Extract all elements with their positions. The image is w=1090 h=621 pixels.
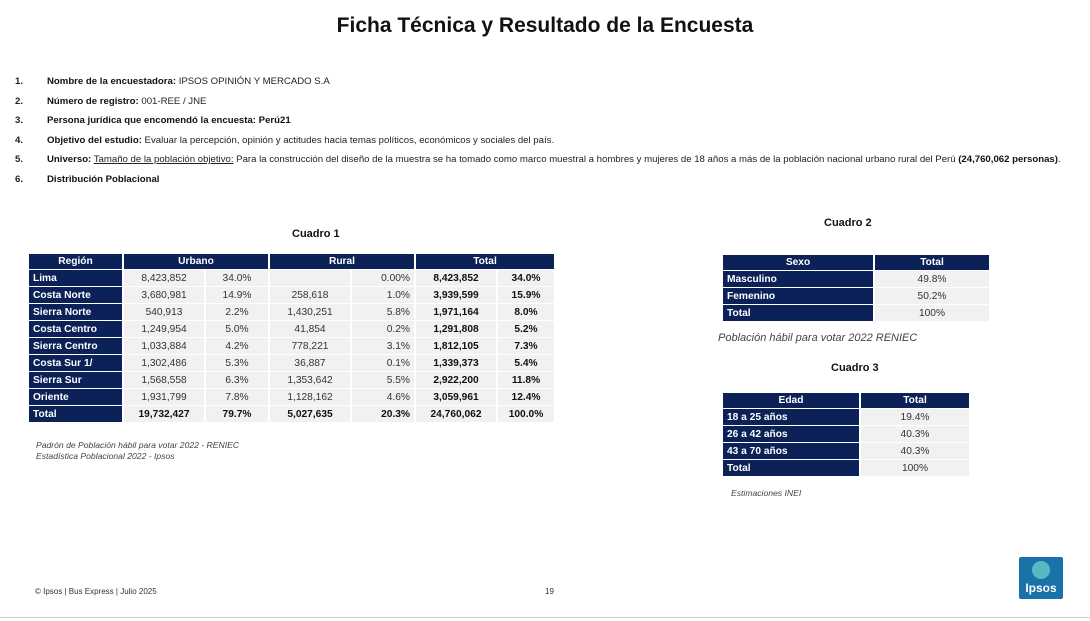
list-item-distribucion: [15, 174, 1075, 186]
cell-value: 7.8%: [206, 389, 268, 405]
list-item-encuestadora: [15, 76, 1075, 88]
item-label: Número de registro:: [47, 95, 139, 107]
page-number: 19: [545, 587, 554, 596]
row-label: Total: [29, 406, 122, 422]
item-text: IPSOS OPINIÓN Y MERCADO S.A: [176, 76, 330, 87]
cell-value: 34.0%: [498, 270, 554, 286]
footer-text: © Ipsos | Bus Express | Julio 2025: [35, 587, 157, 596]
cell-value: 1,931,799: [124, 389, 204, 405]
header-sexo: Sexo: [723, 255, 873, 270]
header-region: Región: [29, 254, 122, 269]
item-number: 6.: [15, 173, 24, 185]
cell-value: 8.0%: [498, 304, 554, 320]
row-value: 50.2%: [875, 288, 989, 304]
list-item-persona-juridica: [15, 115, 1075, 127]
item-label: Nombre de la encuestadora:: [47, 76, 177, 87]
item-text: Para la construcción del diseño de la muestra se ha tomado como marco muestral a hombres y mujeres de 18 años a más de la población nacional urbano rural del Perú: [233, 154, 959, 165]
note-line: Padrón de Población hábil para votar 2022 - RENIEC: [36, 440, 240, 450]
cuadro1-notes: [36, 440, 239, 462]
cell-value: 2.2%: [206, 304, 268, 320]
logo-bubble-icon: [1032, 561, 1050, 579]
cell-value: 540,913: [124, 304, 204, 320]
logo-text: Ipsos: [1025, 581, 1057, 595]
cell-value: 8,423,852: [416, 270, 496, 286]
note-line: Estadística Poblacional 2022 - Ipsos: [36, 451, 175, 461]
item-number: 5.: [15, 154, 24, 165]
cell-value: 8,423,852: [124, 270, 204, 286]
row-value: 49.8%: [875, 271, 989, 287]
bottom-divider: [0, 617, 1090, 618]
table-row: [29, 321, 554, 337]
cell-value: 34.0%: [206, 270, 268, 286]
list-item-registro: [15, 96, 1075, 108]
cell-value: 5.4%: [498, 355, 554, 371]
cell-value: 12.4%: [498, 389, 554, 405]
cell-value: 1,249,954: [124, 321, 204, 337]
cell-value: 1,302,486: [124, 355, 204, 371]
cell-value: 0.1%: [352, 355, 414, 371]
cuadro3-table: [721, 392, 971, 477]
cell-value: 1,430,251: [270, 304, 350, 320]
cell-value: 5,027,635: [270, 406, 350, 422]
page-title: Ficha Técnica y Resultado de la Encuesta: [336, 14, 754, 37]
row-label: Oriente: [29, 389, 122, 405]
row-label: Femenino: [723, 288, 873, 304]
cuadro2-caption: Cuadro 2: [824, 217, 872, 229]
item-text: Evaluar la percepción, opinión y actitudes hacia temas políticos, económicos y sociales del país.: [141, 134, 555, 146]
table-row: [29, 355, 554, 371]
cell-value: 14.9%: [206, 287, 268, 303]
cell-value: 41,854: [270, 321, 350, 337]
cell-value: 1,339,373: [416, 355, 496, 371]
cuadro1-body: [29, 270, 554, 422]
cell-value: 19,732,427: [124, 406, 204, 422]
cell-value: 1,353,642: [270, 372, 350, 388]
table-row: [723, 460, 969, 476]
technical-sheet-list: [15, 76, 1075, 193]
cuadro2-note: Población hábil para votar 2022 RENIEC: [718, 332, 918, 344]
row-label: Sierra Norte: [29, 304, 122, 320]
item-number: 1.: [15, 76, 24, 87]
total-row: [29, 406, 554, 422]
cell-value: 5.5%: [352, 372, 414, 388]
table-row: [29, 389, 554, 405]
cell-value: 1,568,558: [124, 372, 204, 388]
table-row: [29, 287, 554, 303]
cell-value: 258,618: [270, 287, 350, 303]
row-label: Sierra Centro: [29, 338, 122, 354]
row-value: 40.3%: [861, 426, 969, 442]
cell-value: 15.9%: [498, 287, 554, 303]
row-label: 43 a 70 años: [723, 443, 859, 459]
header-rural: Rural: [270, 254, 414, 269]
ipsos-logo: [1019, 557, 1063, 599]
row-label: Costa Centro: [29, 321, 122, 337]
header-edad: Edad: [723, 393, 859, 408]
list-item-universo: [15, 154, 1075, 166]
cell-value: 3.1%: [352, 338, 414, 354]
row-label: Masculino: [723, 271, 873, 287]
item-label: Objetivo del estudio:: [47, 134, 142, 146]
cell-value: 4.6%: [352, 389, 414, 405]
cell-value: 3,680,981: [124, 287, 204, 303]
item-tail: .: [1057, 154, 1061, 165]
cell-value: 0.00%: [352, 270, 414, 286]
row-label: Costa Sur 1/: [29, 355, 122, 371]
cell-value: [270, 270, 350, 286]
cell-value: 11.8%: [498, 372, 554, 388]
item-label: Persona jurídica que encomendó la encuesta:: [47, 115, 256, 126]
row-label: Total: [723, 460, 859, 476]
cell-value: 1,971,164: [416, 304, 496, 320]
header-total: Total: [416, 254, 554, 269]
cell-value: 5.3%: [206, 355, 268, 371]
row-value: 40.3%: [861, 443, 969, 459]
header-total: Total: [861, 393, 969, 408]
table-row: [723, 409, 969, 425]
cell-value: 3,939,599: [416, 287, 496, 303]
row-value: 19.4%: [861, 409, 969, 425]
item-number: 2.: [15, 95, 24, 107]
item-bold-text: (24,760,062 personas): [958, 154, 1058, 165]
table-row: [723, 288, 989, 304]
item-underline: Tamaño de la población objetivo:: [93, 154, 234, 165]
cuadro1-table: [27, 253, 556, 423]
row-label: Sierra Sur: [29, 372, 122, 388]
cell-value: 5.8%: [352, 304, 414, 320]
cell-value: 6.3%: [206, 372, 268, 388]
cell-value: 79.7%: [206, 406, 268, 422]
cell-value: 0.2%: [352, 321, 414, 337]
cuadro3-note: Estimaciones INEI: [731, 488, 802, 498]
item-label: Distribución Poblacional: [47, 173, 160, 185]
cell-value: 24,760,062: [416, 406, 496, 422]
row-label: 18 a 25 años: [723, 409, 859, 425]
cell-value: 100.0%: [498, 406, 554, 422]
cell-value: 36,887: [270, 355, 350, 371]
row-value: 100%: [861, 460, 969, 476]
cell-value: 1,128,162: [270, 389, 350, 405]
row-label: Lima: [29, 270, 122, 286]
cell-value: 778,221: [270, 338, 350, 354]
table-row: [723, 426, 969, 442]
cuadro2-table: [721, 254, 991, 322]
table-row: [29, 372, 554, 388]
table-row: [29, 304, 554, 320]
item-number: 3.: [15, 115, 24, 126]
cuadro1-caption: Cuadro 1: [292, 228, 340, 240]
cell-value: 5.0%: [206, 321, 268, 337]
table-row: [723, 305, 989, 321]
cell-value: 5.2%: [498, 321, 554, 337]
item-label: Universo:: [47, 154, 92, 165]
cell-value: 1,812,105: [416, 338, 496, 354]
cell-value: 1.0%: [352, 287, 414, 303]
header-urbano: Urbano: [124, 254, 268, 269]
row-label: Costa Norte: [29, 287, 122, 303]
item-bold-text: Perú21: [256, 115, 291, 126]
cell-value: 4.2%: [206, 338, 268, 354]
list-item-objetivo: [15, 135, 1075, 147]
cell-value: 1,291,808: [416, 321, 496, 337]
cuadro3-caption: Cuadro 3: [831, 362, 879, 374]
cell-value: 20.3%: [352, 406, 414, 422]
item-number: 4.: [15, 134, 24, 146]
row-value: 100%: [875, 305, 989, 321]
table-row: [29, 338, 554, 354]
table-row: [723, 271, 989, 287]
cell-value: 1,033,884: [124, 338, 204, 354]
header-total: Total: [875, 255, 989, 270]
row-label: Total: [723, 305, 873, 321]
table-row: [29, 270, 554, 286]
cell-value: 7.3%: [498, 338, 554, 354]
item-text: 001-REE / JNE: [138, 95, 207, 107]
row-label: 26 a 42 años: [723, 426, 859, 442]
cell-value: 3,059,961: [416, 389, 496, 405]
cell-value: 2,922,200: [416, 372, 496, 388]
table-row: [723, 443, 969, 459]
